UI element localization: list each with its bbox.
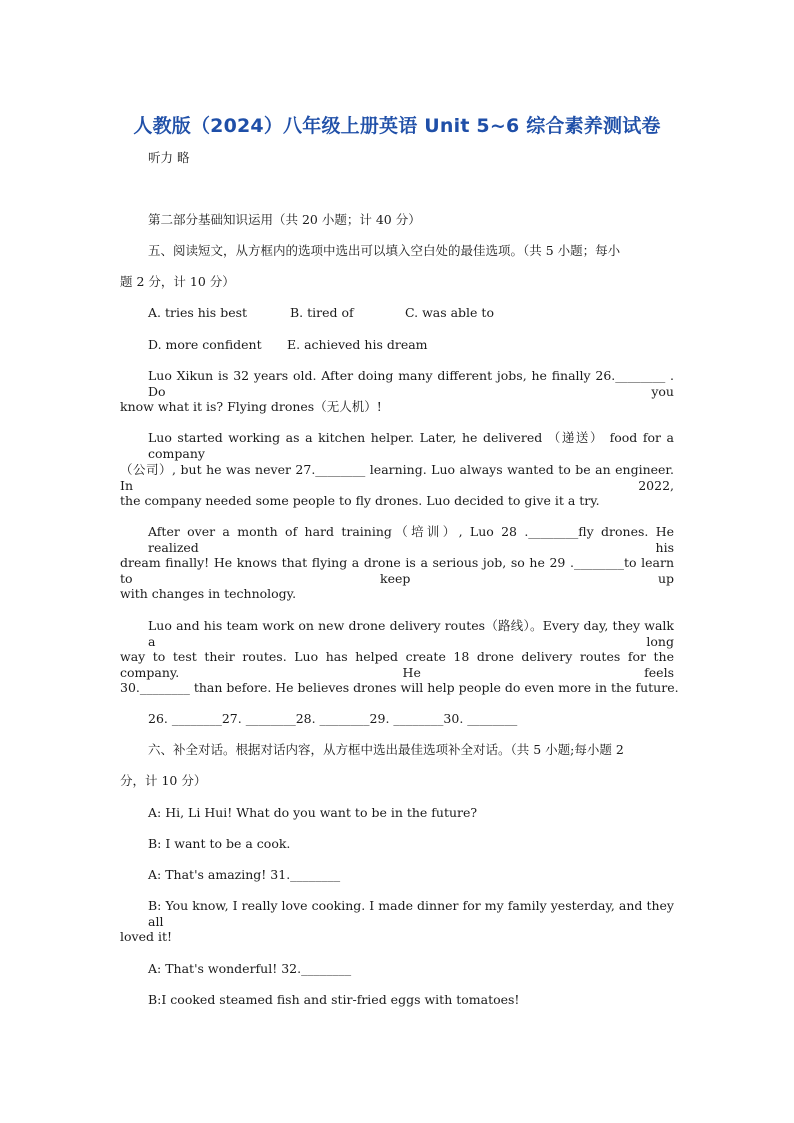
passage-line: 30.________ than before. He believes drones will help people do even more in the future.: [120, 680, 679, 695]
passage-line: Luo and his team work on new drone delivery routes（路线）。Every day, they walk a long: [148, 618, 674, 649]
passage-line: way to test their routes. Luo has helped create 18 drone delivery routes for the company. He feels: [120, 649, 674, 680]
passage-line: Luo started working as a kitchen helper. Later, he delivered （递送） food for a company: [148, 430, 674, 461]
dialogue-line: A: That's wonderful! 32.________: [148, 961, 352, 976]
option-b: B. tired of: [290, 305, 354, 320]
dialogue-line: loved it!: [120, 929, 173, 944]
passage-line: Luo Xikun is 32 years old. After doing many different jobs, he finally 26.________ . Do you: [148, 368, 674, 399]
dialogue-line: B: I want to be a cook.: [148, 836, 291, 851]
option-d: D. more confident: [148, 337, 262, 352]
page-title: 人教版（2024）八年级上册英语 Unit 5~6 综合素养测试卷: [133, 115, 661, 137]
option-e: E. achieved his dream: [287, 337, 428, 352]
dialogue-line: A: That's amazing! 31.________: [148, 867, 341, 882]
option-a: A. tries his best: [148, 305, 248, 320]
passage-line: the company needed some people to fly drones. Luo decided to give it a try.: [120, 493, 600, 508]
section5-heading-cont: 题 2 分，计 10 分）: [120, 274, 235, 289]
passage-line: know what it is? Flying drones（无人机）!: [120, 399, 382, 414]
answer-blanks: 26. ________27. ________28. ________29. ________30. ________: [148, 711, 518, 726]
section6-heading: 六、补全对话。根据对话内容，从方框中选出最佳选项补全对话。（共 5 小题;每小题 2: [148, 742, 624, 757]
section5-heading: 五、阅读短文，从方框内的选项中选出可以填入空白处的最佳选项。（共 5 小题；每小: [148, 243, 621, 258]
option-c: C. was able to: [405, 305, 494, 320]
part2-heading: 第二部分基础知识运用（共 20 小题；计 40 分）: [148, 212, 421, 227]
dialogue-line: A: Hi, Li Hui! What do you want to be in the future?: [148, 805, 478, 820]
passage-line: dream finally! He knows that flying a drone is a serious job, so he 29 .________to learn to keep up: [120, 555, 674, 586]
passage-line: with changes in technology.: [120, 586, 297, 601]
passage-line: （公司）, but he was never 27.________ learning. Luo always wanted to be an engineer. In 2022,: [120, 462, 674, 493]
section6-heading-cont: 分，计 10 分）: [120, 773, 207, 788]
listening-note: 听力 略: [148, 150, 190, 165]
passage-line: After over a month of hard training（培训）, Luo 28 .________fly drones. He realized his: [148, 524, 674, 555]
dialogue-line: B:I cooked steamed fish and stir-fried eggs with tomatoes!: [148, 992, 520, 1007]
dialogue-line: B: You know, I really love cooking. I made dinner for my family yesterday, and they all: [148, 898, 674, 929]
